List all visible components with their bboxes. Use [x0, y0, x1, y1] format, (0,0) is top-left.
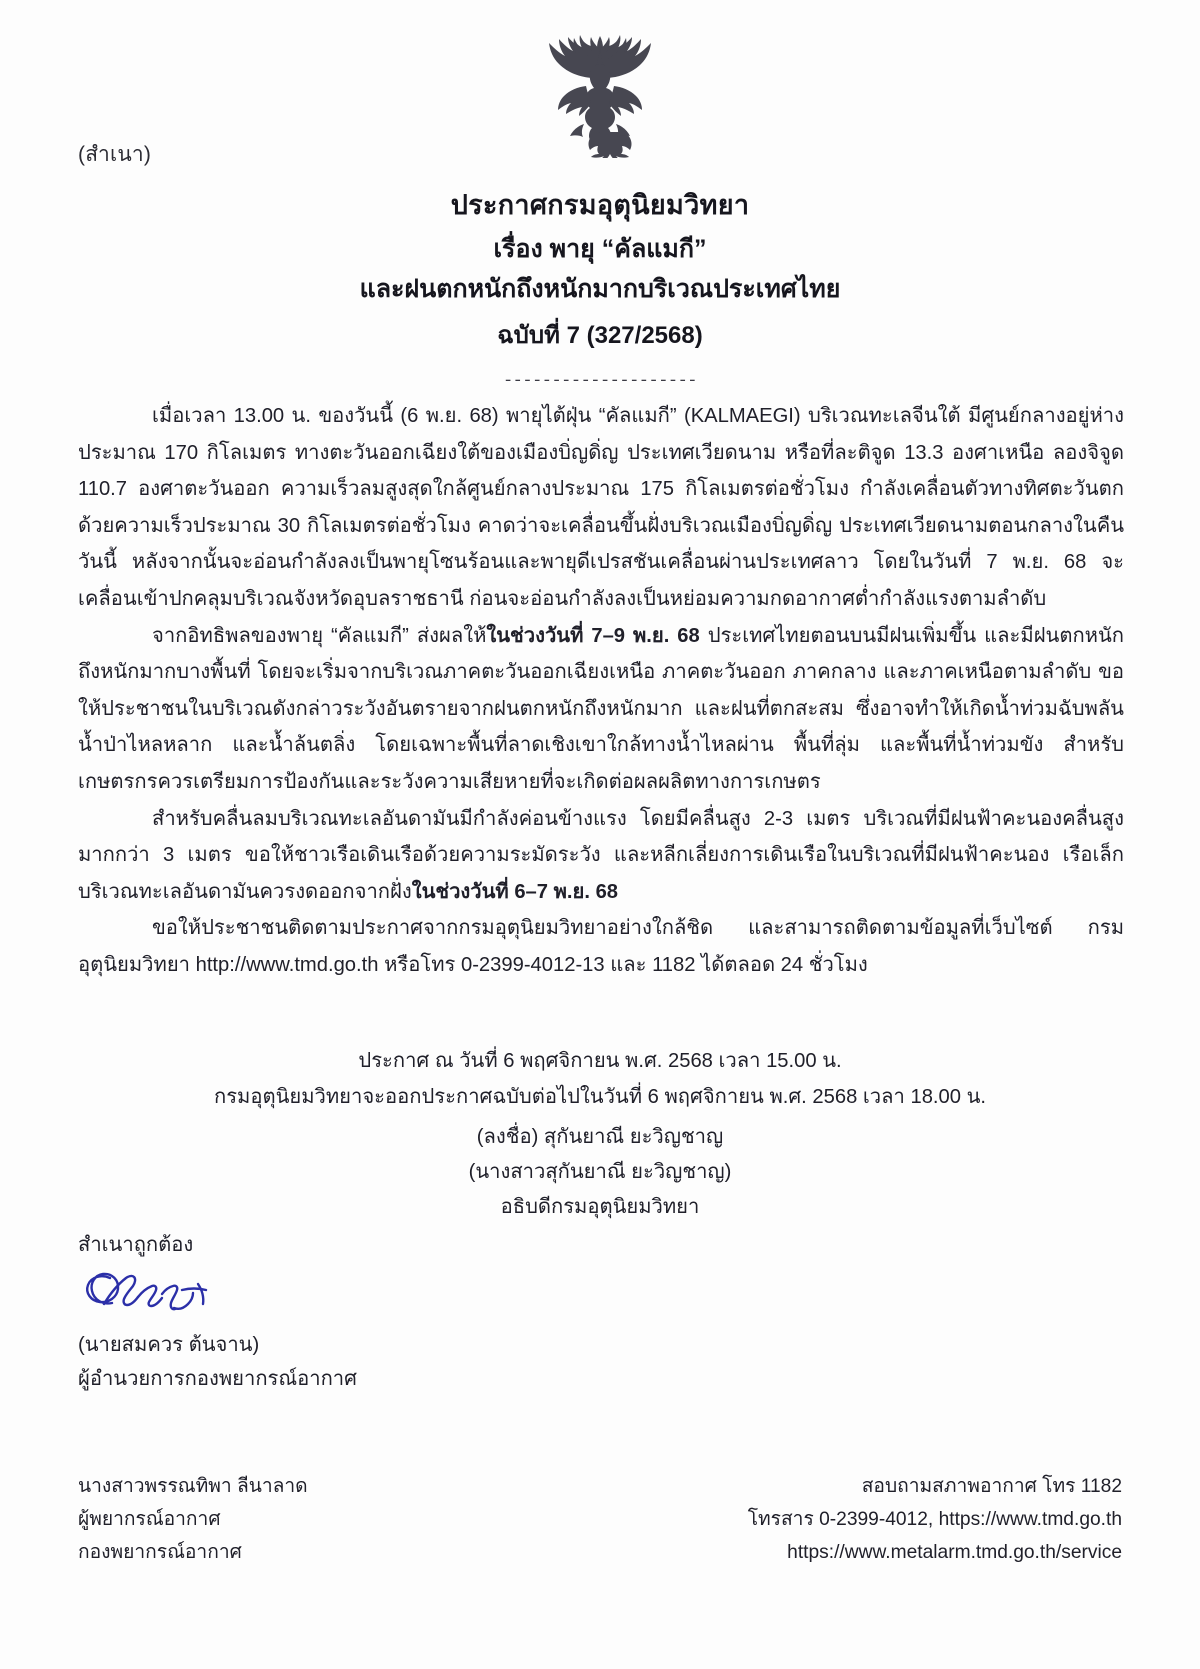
- garuda-emblem: [540, 28, 660, 158]
- paragraph-4-text: ขอให้ประชาชนติดตามประกาศจากกรมอุตุนิยมวิทยาอย่างใกล้ชิด และสามารถติดตามข้อมูลที่เว็บไซต์ กรมอุตุนิยมวิทยา http://www.tmd.go.th หรือโทร 0-2399-4012-13 และ 1182 ได้ตลอด 24 ชั่วโมง: [78, 917, 1124, 976]
- forecaster-name: นางสาวพรรณทิพา ลีนาลาด: [78, 1476, 308, 1497]
- document-header: [0, 185, 1200, 354]
- issue-number: ฉบับที่ 7 (327/2568): [497, 322, 703, 349]
- certified-copy-label: สำเนาถูกต้อง: [78, 1234, 194, 1256]
- paragraph-3-pre: สำหรับคลื่นลมบริเวณทะเลอันดามันมีกำลังค่อนข้างแรง โดยมีคลื่นสูง 2-3 เมตร บริเวณที่มีฝนฟ้าคะนองคลื่นสูงมากกว่า 3 เมตร ขอให้ชาวเรือเดินเรือด้วยความระมัดระวัง และหลีกเลี่ยงการเดินเรือในบริเวณที่มีฝนฟ้าคะนอง เรือเล็กบริเวณทะเลอันดามันควรงดออกจากฝั่ง: [78, 807, 1124, 903]
- signer-name: (นางสาวสุกันยาณี ยะวิญชาญ): [468, 1161, 732, 1183]
- announcement-body: [78, 398, 1124, 984]
- footer-right-column: [748, 1470, 1122, 1569]
- fax-and-website: โทรสาร 0-2399-4012, https://www.tmd.go.th: [747, 1509, 1122, 1530]
- emblem-container: [0, 28, 1200, 168]
- paragraph-4: [78, 910, 1124, 983]
- paragraph-2-post: ประเทศไทยตอนบนมีฝนเพิ่มขึ้น และมีฝนตกหนักถึงหนักมากบางพื้นที่ โดยจะเริ่มจากบริเวณภาคตะวันออกเฉียงเหนือ ภาคตะวันออก ภาคกลาง และภาคเหนือตามลำดับ ขอให้ประชาชนในบริเวณดังกล่าวระวังอันตรายจากฝนตกหนักถึงหนักมาก และฝนที่ตกสะสม ซึ่งอาจทำให้เกิดน้ำท่วมฉับพลัน น้ำป่าไหลหลาก และน้ำล้นตลิ่ง โดยเฉพาะพื้นที่ลาดเชิงเขาใกล้ทางน้ำไหลผ่าน พื้นที่ลุ่ม และพื้นที่น้ำท่วมขัง สำหรับเกษตรกรควรเตรียมการป้องกันและระวังความเสียหายที่จะเกิดต่อผลผลิตทางการเกษตร: [78, 624, 1124, 793]
- paragraph-2-bold-date: ในช่วงวันที่ 7–9 พ.ย. 68: [486, 624, 700, 647]
- certified-copy-block: [78, 1228, 357, 1396]
- weather-hotline: สอบถามสภาพอากาศ โทร 1182: [861, 1476, 1122, 1497]
- issued-datetime: ประกาศ ณ วันที่ 6 พฤศจิกายน พ.ศ. 2568 เวลา 15.00 น.: [358, 1050, 842, 1072]
- subject-line: เรื่อง พายุ “คัลแมกี”: [493, 234, 707, 263]
- paragraph-2: [78, 618, 1124, 801]
- forecaster-division: กองพยากรณ์อากาศ: [78, 1542, 242, 1563]
- signature-block: [0, 1120, 1200, 1225]
- paragraph-1: [78, 398, 1124, 618]
- issued-block: [0, 1043, 1200, 1115]
- signer-position: อธิบดีกรมอุตุนิยมวิทยา: [500, 1196, 700, 1218]
- paragraph-3: [78, 801, 1124, 911]
- paragraph-3-bold-date: ในช่วงวันที่ 6–7 พ.ย. 68: [411, 880, 619, 903]
- paragraph-2-pre: จากอิทธิพลของพายุ “คัลแมกี” ส่งผลให้: [152, 624, 487, 647]
- divider: --------------------: [502, 372, 698, 391]
- signed-by: (ลงชื่อ) สุกันยาณี ยะวิญชาญ: [476, 1126, 724, 1148]
- handwritten-signature: [82, 1264, 232, 1326]
- paragraph-1-text: เมื่อเวลา 13.00 น. ของวันนี้ (6 พ.ย. 68) พายุไต้ฝุ่น “คัลแมกี” (KALMAEGI) บริเวณทะเลจีนใต้ มีศูนย์กลางอยู่ห่างประมาณ 170 กิโลเมตร ทางตะวันออกเฉียงใต้ของเมืองบิ่ญดิ่ญ ประเทศเวียดนาม หรือที่ละติจูด 13.3 องศาเหนือ ลองจิจูด 110.7 องศาตะวันออก ความเร็วลมสูงสุดใกล้ศูนย์กลางประมาณ 175 กิโลเมตรต่อชั่วโมง กำลังเคลื่อนตัวทางทิศตะวันตก ด้วยความเร็วประมาณ 30 กิโลเมตรต่อชั่วโมง คาดว่าจะเคลื่อนขึ้นฝั่งบริเวณเมืองบิ่ญดิ่ญ ประเทศเวียดนามตอนกลางในคืนวันนี้ หลังจากนั้นจะอ่อนกำลังลงเป็นพายุโซนร้อนและพายุดีเปรสชันเคลื่อนผ่านประเทศลาว โดยในวันที่ 7 พ.ย. 68 จะเคลื่อนเข้าปกคลุมบริเวณจังหวัดอุบลราชธานี ก่อนจะอ่อนกำลังลงเป็นหย่อมความกดอากาศต่ำกำลังแรงตามลำดับ: [78, 405, 1124, 610]
- forecaster-title: ผู้พยากรณ์อากาศ: [78, 1509, 221, 1530]
- metalarm-service-url: https://www.metalarm.tmd.go.th/service: [787, 1542, 1122, 1563]
- copy-mark: (สำเนา): [78, 143, 152, 166]
- certifier-position: ผู้อำนวยการกองพยากรณ์อากาศ: [78, 1368, 357, 1390]
- footer-left-column: [78, 1470, 308, 1569]
- subject-line-2: และฝนตกหนักถึงหนักมากบริเวณประเทศไทย: [359, 275, 841, 304]
- next-issue-datetime: กรมอุตุนิยมวิทยาจะออกประกาศฉบับต่อไปในวันที่ 6 พฤศจิกายน พ.ศ. 2568 เวลา 18.00 น.: [213, 1086, 986, 1108]
- certifier-name: (นายสมควร ต้นจาน): [78, 1334, 260, 1356]
- page-title: ประกาศกรมอุตุนิยมวิทยา: [450, 190, 750, 220]
- document-footer: [78, 1470, 1122, 1569]
